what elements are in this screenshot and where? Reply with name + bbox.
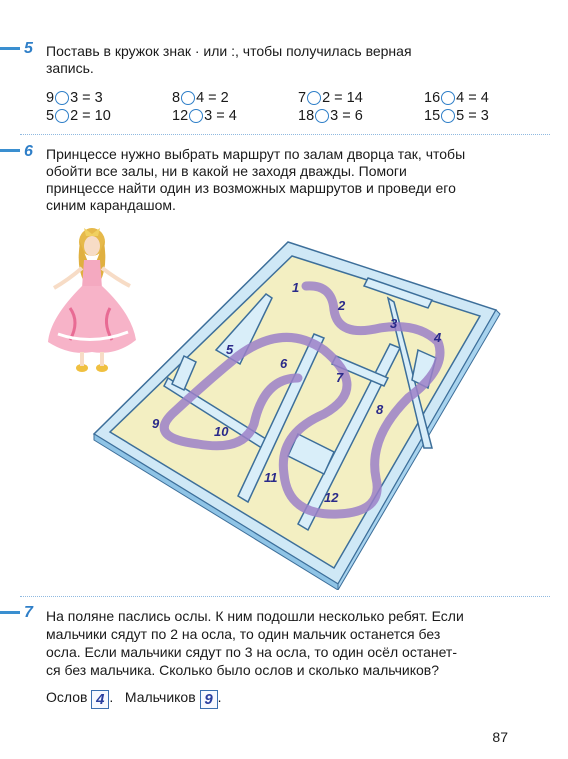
room-number: 11 (264, 470, 278, 485)
task6-text-line3: принцессе найти один из возможных маршрутов и проведи его (46, 180, 456, 196)
task6-text-line2: обойти все залы, ни в какой не заходя дважды. Помоги (46, 163, 407, 179)
room-number: 7 (336, 370, 344, 385)
task6-marker (0, 149, 20, 152)
answer-circle[interactable] (189, 109, 203, 123)
task7-text-line1: На поляне паслись ослы. К ним подошли несколько ребят. Если (46, 608, 464, 624)
task7-text-line4: ся без мальчика. Сколько было ослов и сколько мальчиков? (46, 662, 440, 678)
task7-text-line2: мальчики сядут по 2 на осла, то один мальчик останется без (46, 626, 441, 642)
answer-circle[interactable] (181, 91, 195, 105)
task6-text-line4: синим карандашом. (46, 197, 176, 213)
task7-text-line3: осла. Если мальчики сядут по 3 на осла, то один осёл останет- (46, 644, 457, 660)
room-number: 9 (152, 416, 160, 431)
task7-number: 7 (24, 604, 33, 621)
answer-circle[interactable] (307, 91, 321, 105)
boys-label: Мальчиков (124, 689, 196, 705)
boys-answer-box[interactable]: 9 (200, 690, 218, 709)
task6-text-line1: Принцессе нужно выбрать маршрут по залам дворца так, чтобы (46, 146, 466, 162)
task5-text-line2: запись. (46, 60, 94, 76)
room-number: 2 (338, 298, 346, 313)
equation-3: 7 2 = 14 (298, 90, 363, 106)
section-divider (20, 596, 550, 597)
equation-7: 18 3 = 6 (298, 108, 363, 124)
room-number: 12 (324, 490, 339, 505)
donkeys-label: Ослов (46, 689, 88, 705)
room-number: 8 (376, 402, 384, 417)
task5-marker (0, 47, 20, 50)
equation-4: 16 4 = 4 (424, 90, 489, 106)
task5-number: 5 (24, 40, 33, 57)
page-number: 87 (492, 729, 508, 745)
task7-marker (0, 611, 20, 614)
room-number: 3 (390, 316, 398, 331)
equation-6: 12 3 = 4 (172, 108, 237, 124)
section-divider (20, 134, 550, 135)
answer-circle[interactable] (55, 109, 69, 123)
donkeys-answer-box[interactable]: 4 (91, 690, 109, 709)
room-number: 4 (434, 330, 442, 345)
task5-text-line1: Поставь в кружок знак · или :, чтобы получилась верная (46, 43, 412, 59)
equation-8: 15 5 = 3 (424, 108, 489, 124)
palace-maze (88, 238, 508, 590)
equation-2: 8 4 = 2 (172, 90, 229, 106)
answer-circle[interactable] (55, 91, 69, 105)
room-number: 6 (280, 356, 288, 371)
task6-number: 6 (24, 143, 33, 160)
task7-answer-row: Ослов 4 . Мальчиков 9 . (46, 689, 222, 708)
room-number: 5 (226, 342, 234, 357)
room-number: 1 (292, 280, 300, 295)
answer-circle[interactable] (441, 91, 455, 105)
answer-circle[interactable] (315, 109, 329, 123)
room-number: 10 (214, 424, 229, 439)
equation-5: 5 2 = 10 (46, 108, 111, 124)
answer-circle[interactable] (441, 109, 455, 123)
equation-1: 9 3 = 3 (46, 90, 103, 106)
